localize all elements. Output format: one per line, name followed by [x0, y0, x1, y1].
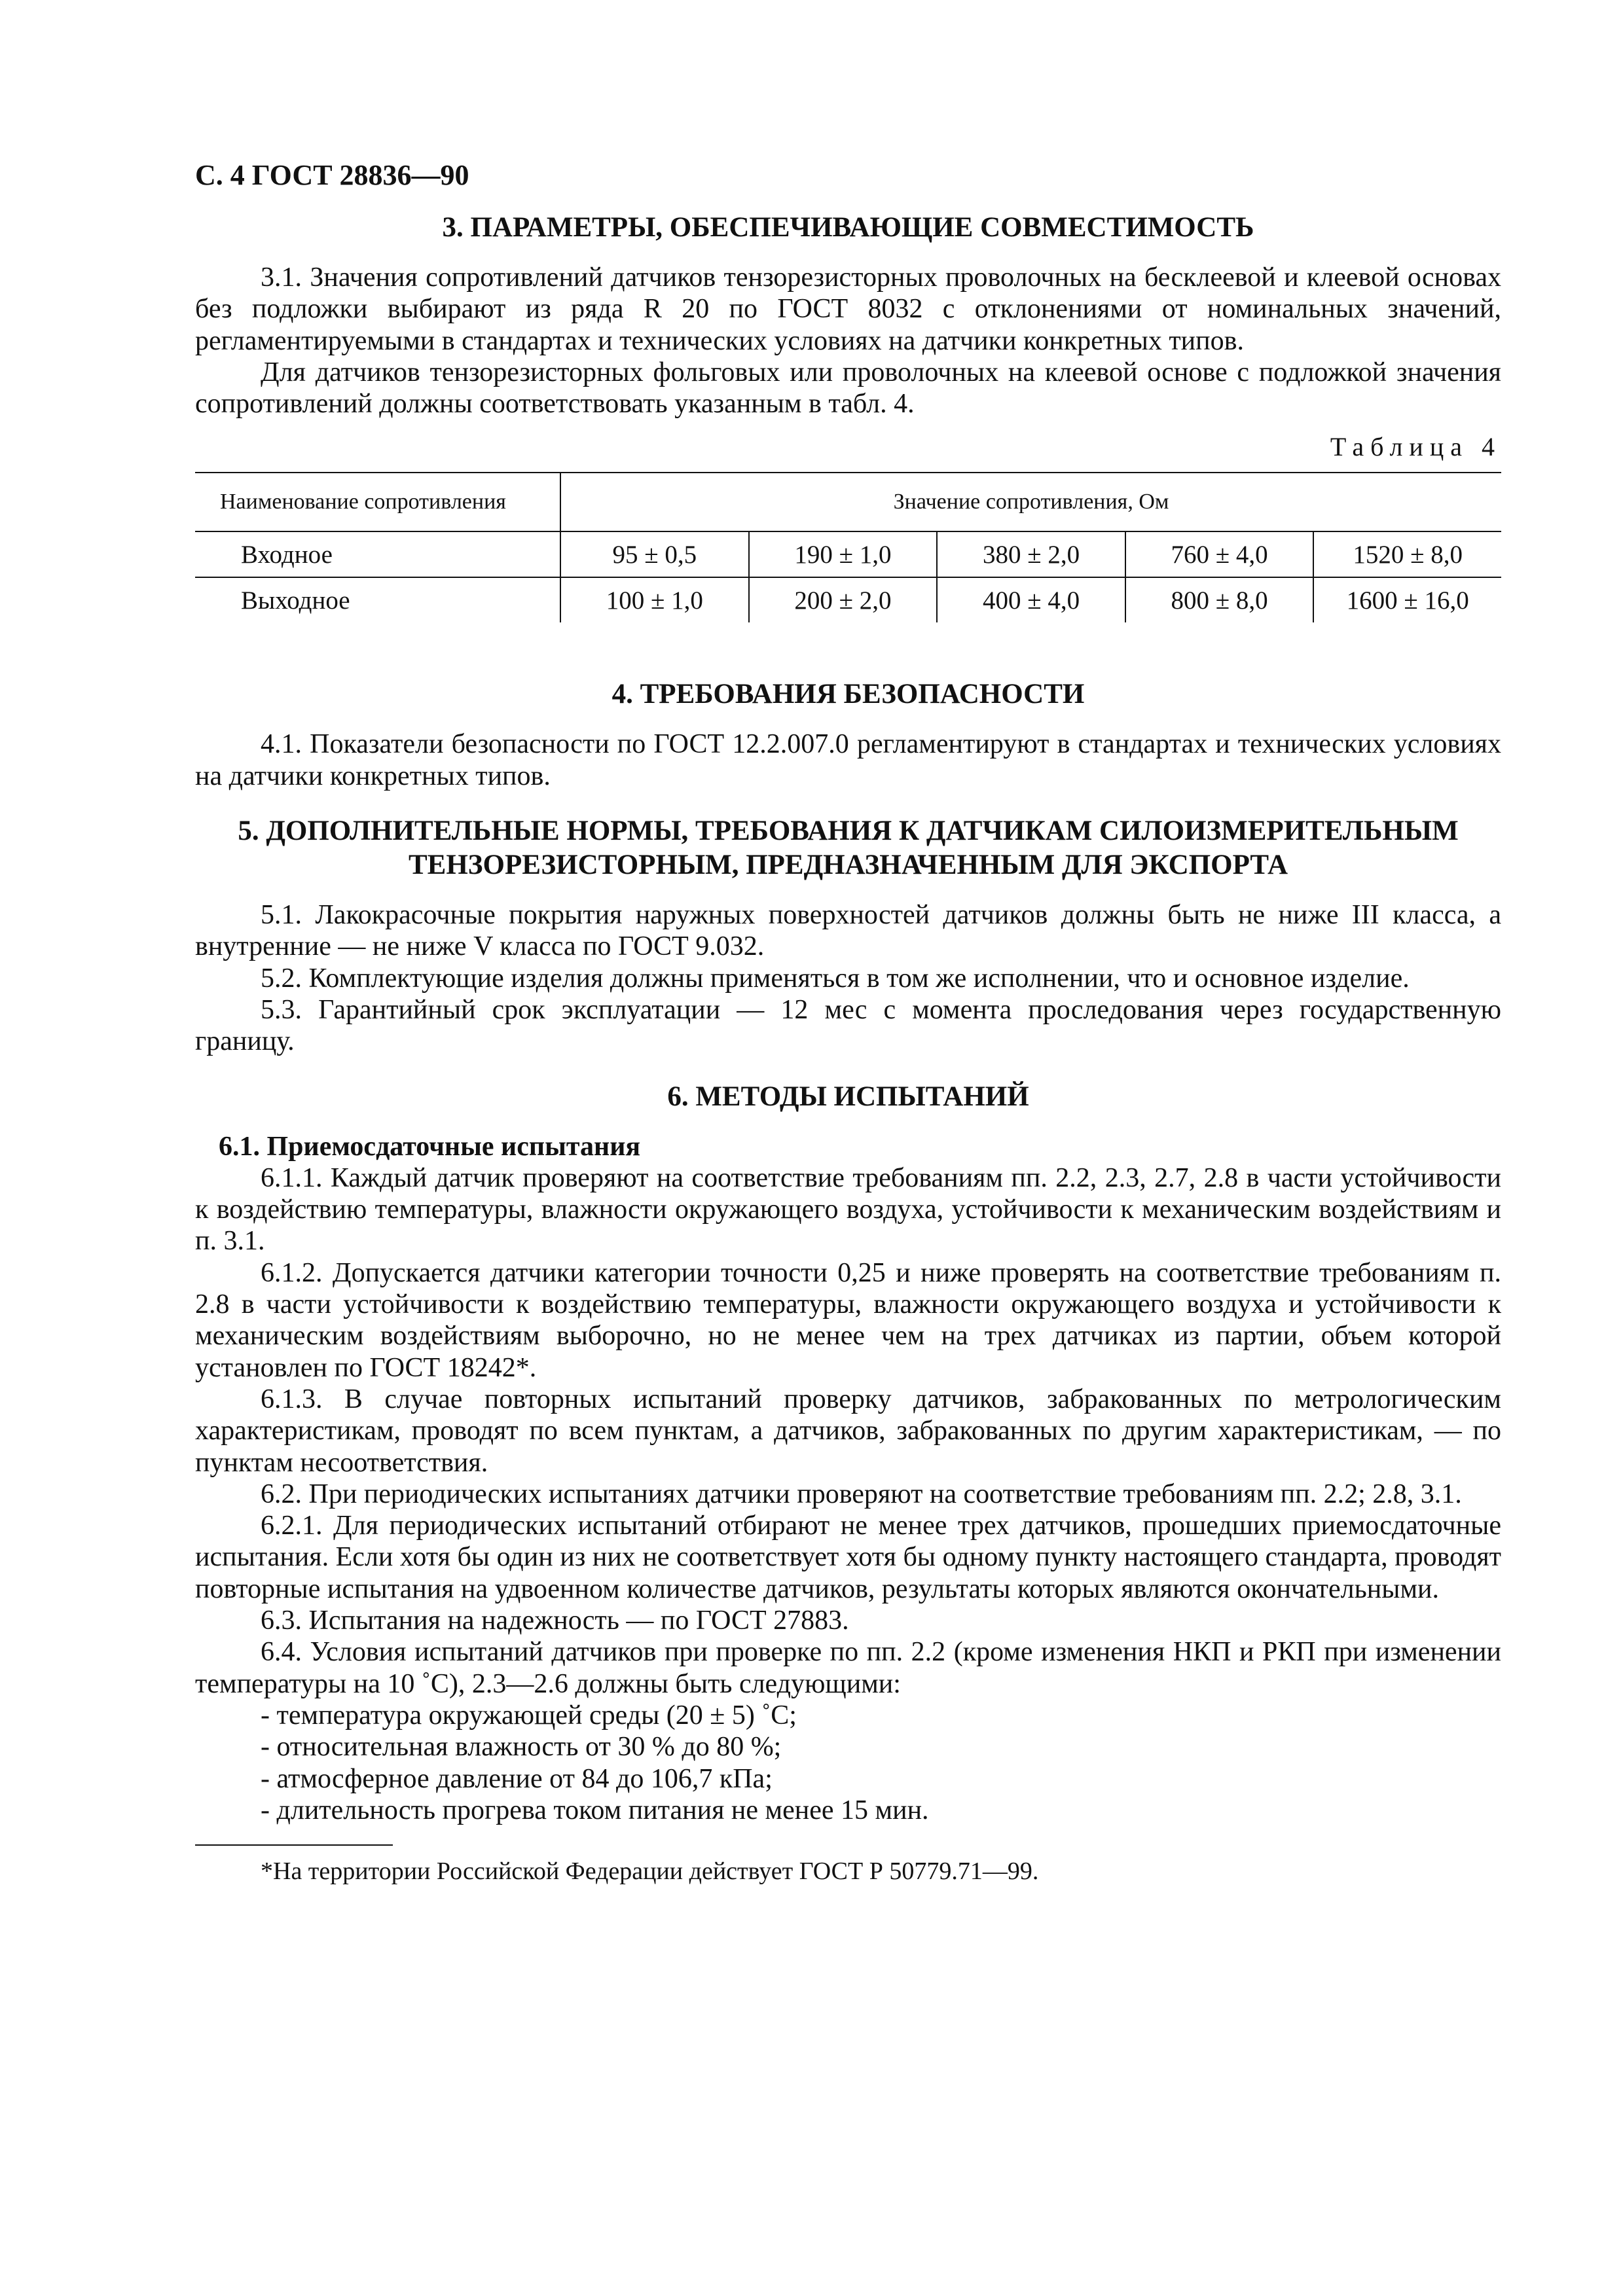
table-header-name: Наименование сопротивления — [195, 473, 560, 531]
table-cell: 100 ± 1,0 — [560, 577, 749, 622]
table-cell: 380 ± 2,0 — [937, 531, 1125, 577]
footnote-divider — [195, 1844, 393, 1846]
paragraph-6-1-2: 6.1.2. Допускается датчики категории точности 0,25 и ниже проверять на соответствие требованиям п. 2.8 в части устойчивости к воздействию температуры, влажности окружающего воздуха и устойчивости к механическим воздействиям выборочно, но не менее чем на трех датчиках из партии, объем которой установлен по ГОСТ 18242*. — [195, 1257, 1501, 1383]
list-item: - относительная влажность от 30 % до 80 %; — [261, 1732, 782, 1763]
running-head: С. 4 ГОСТ 28836—90 — [195, 159, 469, 191]
paragraph-6-1-1: 6.1.1. Каждый датчик проверяют на соответствие требованиям пп. 2.2, 2.3, 2.7, 2.8 в части устойчивости к воздействию температуры, влажности окружающего воздуха, устойчивости к механическим воздействиям и п. 3.1. — [195, 1162, 1501, 1257]
subsection-6-1-heading: 6.1. Приемосдаточные испытания — [219, 1131, 641, 1162]
table-cell: 95 ± 0,5 — [560, 531, 749, 577]
list-item: - температура окружающей среды (20 ± 5) ˚С; — [261, 1700, 797, 1731]
table-cell: 1520 ± 8,0 — [1313, 531, 1501, 577]
table-row — [195, 531, 1501, 577]
page-content — [195, 157, 1501, 1886]
section-6-title: 6. МЕТОДЫ ИСПЫТАНИЙ — [667, 1081, 1029, 1112]
footnote: *На территории Российской Федерации действует ГОСТ Р 50779.71—99. — [261, 1857, 1039, 1886]
table-cell: 200 ± 2,0 — [749, 577, 938, 622]
section-4-title: 4. ТРЕБОВАНИЯ БЕЗОПАСНОСТИ — [611, 679, 1085, 710]
paragraph-6-3: 6.3. Испытания на надежность — по ГОСТ 27883. — [261, 1605, 849, 1636]
paragraph-5-1: 5.1. Лакокрасочные покрытия наружных поверхностей датчиков должны быть не ниже III класса, а внутренние — не ниже V класса по ГОСТ 9.032. — [195, 900, 1501, 962]
list-item: - атмосферное давление от 84 до 106,7 кПа; — [261, 1763, 773, 1794]
paragraph-6-4: 6.4. Условия испытаний датчиков при проверке по пп. 2.2 (кроме изменения НКП и РКП при изменении температуры на 10 ˚С), 2.3—2.6 должны быть следующими: — [195, 1637, 1501, 1699]
table-header-row — [195, 473, 1501, 531]
list-item: - длительность прогрева током питания не менее 15 мин. — [261, 1795, 929, 1825]
paragraph-6-1-3: 6.1.3. В случае повторных испытаний проверку датчиков, забракованных по метрологическим характеристикам, проводят по всем пунктам, а датчиков, забракованных по другим характеристикам, — по пунктам несоответствия. — [195, 1384, 1501, 1478]
paragraph-5-3: 5.3. Гарантийный срок эксплуатации — 12 мес с момента проследования через государственную границу. — [195, 994, 1501, 1057]
paragraph-6-2: 6.2. При периодических испытаниях датчики проверяют на соответствие требованиям пп. 2.2; 2.8, 3.1. — [261, 1479, 1462, 1509]
table-header-value: Значение сопротивления, Ом — [560, 473, 1501, 531]
section-5-title-line-2: ТЕНЗОРЕЗИСТОРНЫМ, ПРЕДНАЗНАЧЕННЫМ ДЛЯ ЭКСПОРТА — [409, 850, 1288, 881]
section-5-title-line-1: 5. ДОПОЛНИТЕЛЬНЫЕ НОРМЫ, ТРЕБОВАНИЯ К ДАТЧИКАМ СИЛОИЗМЕРИТЕЛЬНЫМ — [238, 816, 1459, 847]
table-cell: 1600 ± 16,0 — [1313, 577, 1501, 622]
table-cell-name: Входное — [195, 531, 560, 577]
section-3-title: 3. ПАРАМЕТРЫ, ОБЕСПЕЧИВАЮЩИЕ СОВМЕСТИМОСТЬ — [442, 212, 1254, 243]
paragraph-5-2: 5.2. Комплектующие изделия должны применяться в том же исполнении, что и основное изделие. — [261, 963, 1410, 994]
table-cell: 800 ± 8,0 — [1125, 577, 1314, 622]
paragraph-3-1-cont: Для датчиков тензорезисторных фольговых или проволочных на клеевой основе с подложкой значения сопротивлений должны соответствовать указанным в табл. 4. — [195, 357, 1501, 420]
resistance-table — [195, 472, 1501, 622]
table-cell: 760 ± 4,0 — [1125, 531, 1314, 577]
paragraph-3-1: 3.1. Значения сопротивлений датчиков тензорезисторных проволочных на бесклеевой и клеевой основах без подложки выбирают из ряда R 20 по ГОСТ 8032 с отклонениями от номинальных значений, регламентируемыми в стандартах и технических условиях на датчики конкретных типов. — [195, 262, 1501, 356]
table-cell: 400 ± 4,0 — [937, 577, 1125, 622]
table-row — [195, 577, 1501, 622]
table-cell-name: Выходное — [241, 586, 350, 615]
table-cell: 190 ± 1,0 — [749, 531, 938, 577]
paragraph-4-1: 4.1. Показатели безопасности по ГОСТ 12.2.007.0 регламентируют в стандартах и технических условиях на датчики конкретных типов. — [195, 729, 1501, 791]
paragraph-6-2-1: 6.2.1. Для периодических испытаний отбирают не менее трех датчиков, прошедших приемосдаточные испытания. Если хотя бы один из них не соответствует хотя бы одному пункту настоящего стандарта, проводят повторные испытания на удвоенном количестве датчиков, результаты которых являются окончательными. — [195, 1511, 1501, 1604]
table-caption: Таблица 4 — [1330, 432, 1501, 462]
